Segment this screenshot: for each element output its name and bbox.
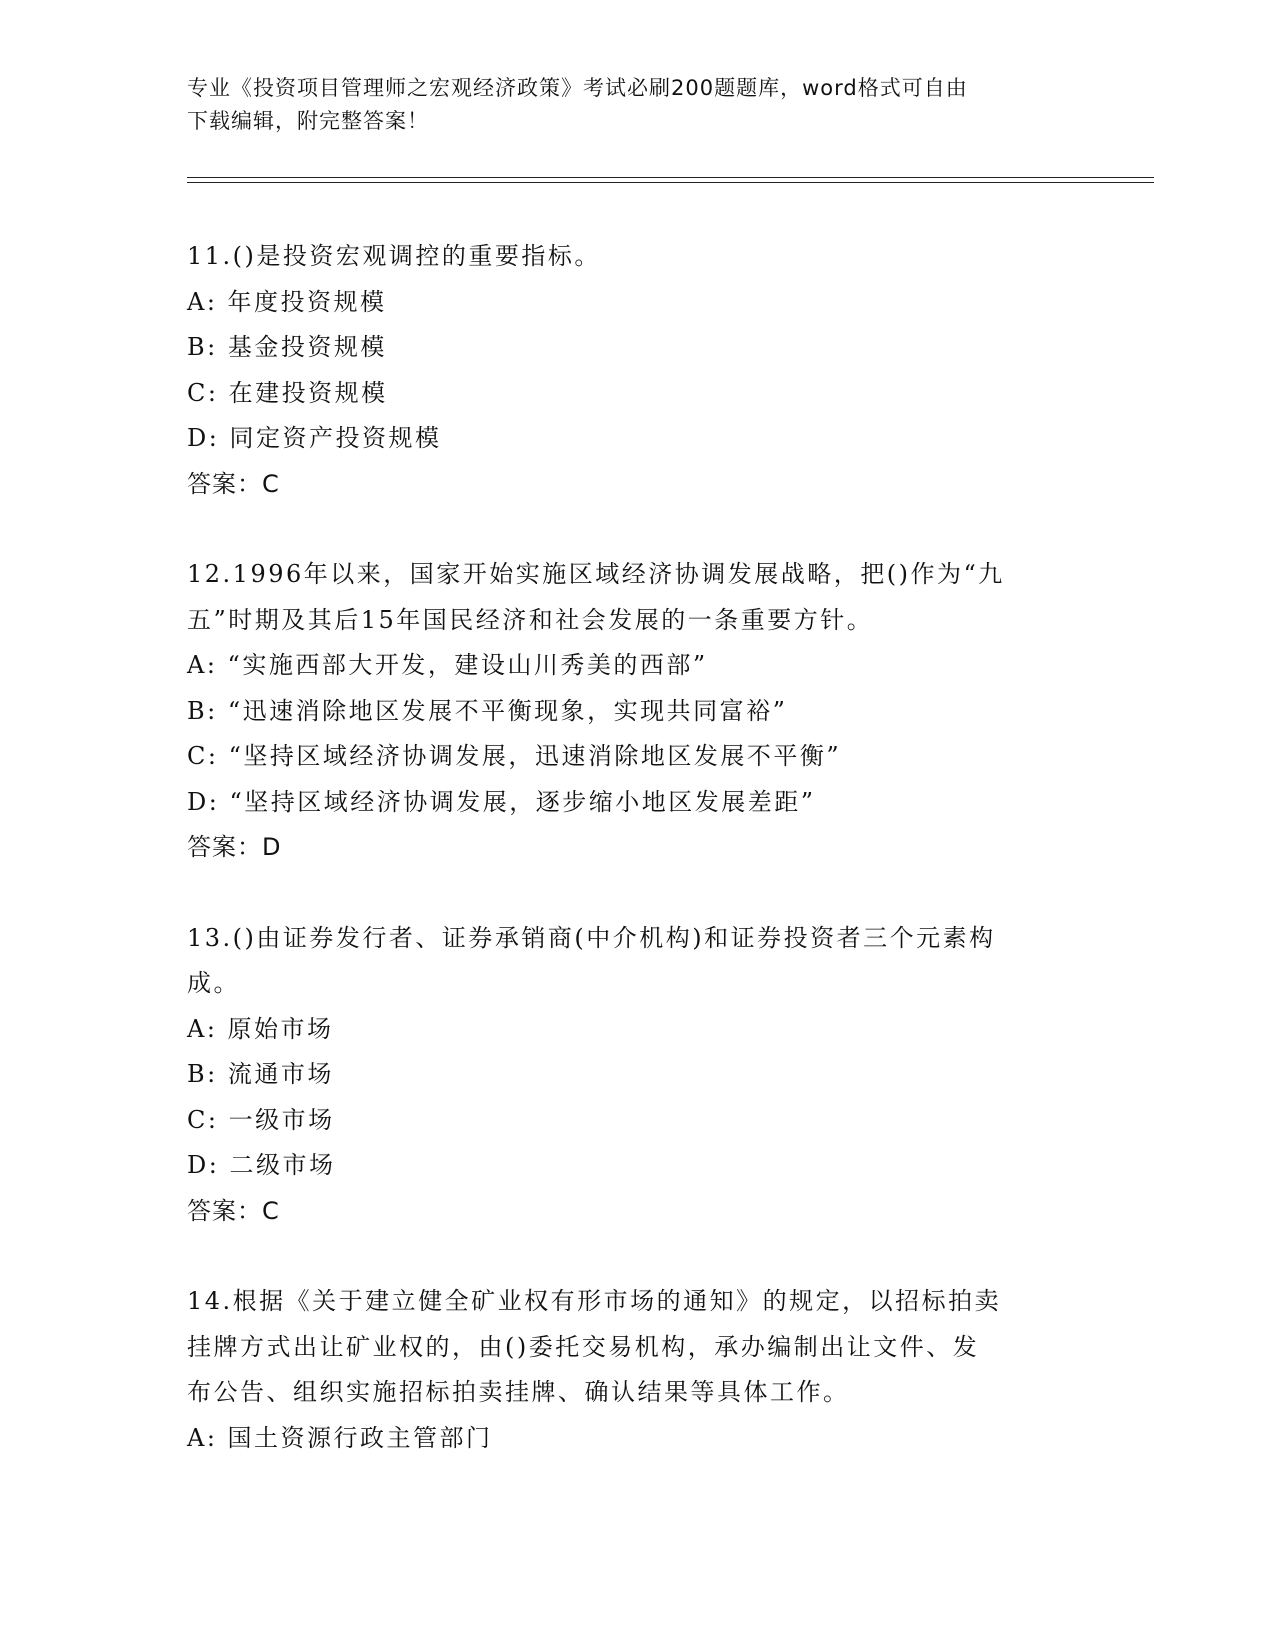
- answer-line: 答案：C: [187, 469, 280, 498]
- header-line-2: 下载编辑，附完整答案！: [187, 109, 429, 133]
- question-stem-line-2: 五”时期及其后15年国民经济和社会发展的一条重要方针。: [187, 605, 874, 634]
- option-d: D: 二级市场: [187, 1151, 336, 1179]
- question-stem-line-3: 布公告、组织实施招标拍卖挂牌、确认结果等具体工作。: [187, 1378, 850, 1406]
- option-d: D: 同定资产投资规模: [187, 424, 442, 452]
- option-c: C: 在建投资规模: [187, 378, 388, 407]
- header-divider-top: [187, 177, 1154, 178]
- question-list: [187, 234, 1087, 1506]
- answer-line: 答案：C: [187, 1196, 280, 1225]
- option-b: B: 流通市场: [187, 1060, 334, 1088]
- option-a: A: 年度投资规模: [187, 287, 387, 316]
- question-11: [187, 234, 1087, 507]
- header-line-1: 专业《投资项目管理师之宏观经济政策》考试必刷200题题库，word格式可自由: [187, 76, 968, 100]
- option-a: A: 原始市场: [187, 1014, 334, 1043]
- header-divider-bottom: [187, 182, 1154, 183]
- question-stem-line-2: 挂牌方式出让矿业权的，由()委托交易机构，承办编制出让文件、发: [187, 1332, 980, 1361]
- question-stem-line-1: 13.()由证券发行者、证券承销商(中介机构)和证券投资者三个元素构: [187, 923, 996, 952]
- question-13: [187, 916, 1087, 1235]
- option-a: A: 国土资源行政主管部门: [187, 1423, 493, 1452]
- question-14: [187, 1279, 1087, 1461]
- question-stem-line-1: 14.根据《关于建立健全矿业权有形市场的通知》的规定，以招标拍卖: [187, 1287, 1002, 1315]
- option-d: D: “坚持区域经济协调发展，逐步缩小地区发展差距”: [187, 787, 816, 816]
- question-stem-line-1: 12.1996年以来，国家开始实施区域经济协调发展战略，把()作为“九: [187, 560, 1005, 588]
- option-a: A: “实施西部大开发，建设山川秀美的西部”: [187, 651, 708, 679]
- option-b: B: 基金投资规模: [187, 333, 387, 361]
- option-b: B: “迅速消除地区发展不平衡现象，实现共同富裕”: [187, 696, 788, 725]
- option-c: C: 一级市场: [187, 1105, 335, 1134]
- question-stem-line-2: 成。: [187, 969, 240, 997]
- document-header: [187, 72, 1087, 138]
- option-c: C: “坚持区域经济协调发展，迅速消除地区发展不平衡”: [187, 742, 842, 770]
- answer-line: 答案：D: [187, 833, 282, 861]
- question-stem: 11.()是投资宏观调控的重要指标。: [187, 242, 601, 270]
- question-12: [187, 552, 1087, 871]
